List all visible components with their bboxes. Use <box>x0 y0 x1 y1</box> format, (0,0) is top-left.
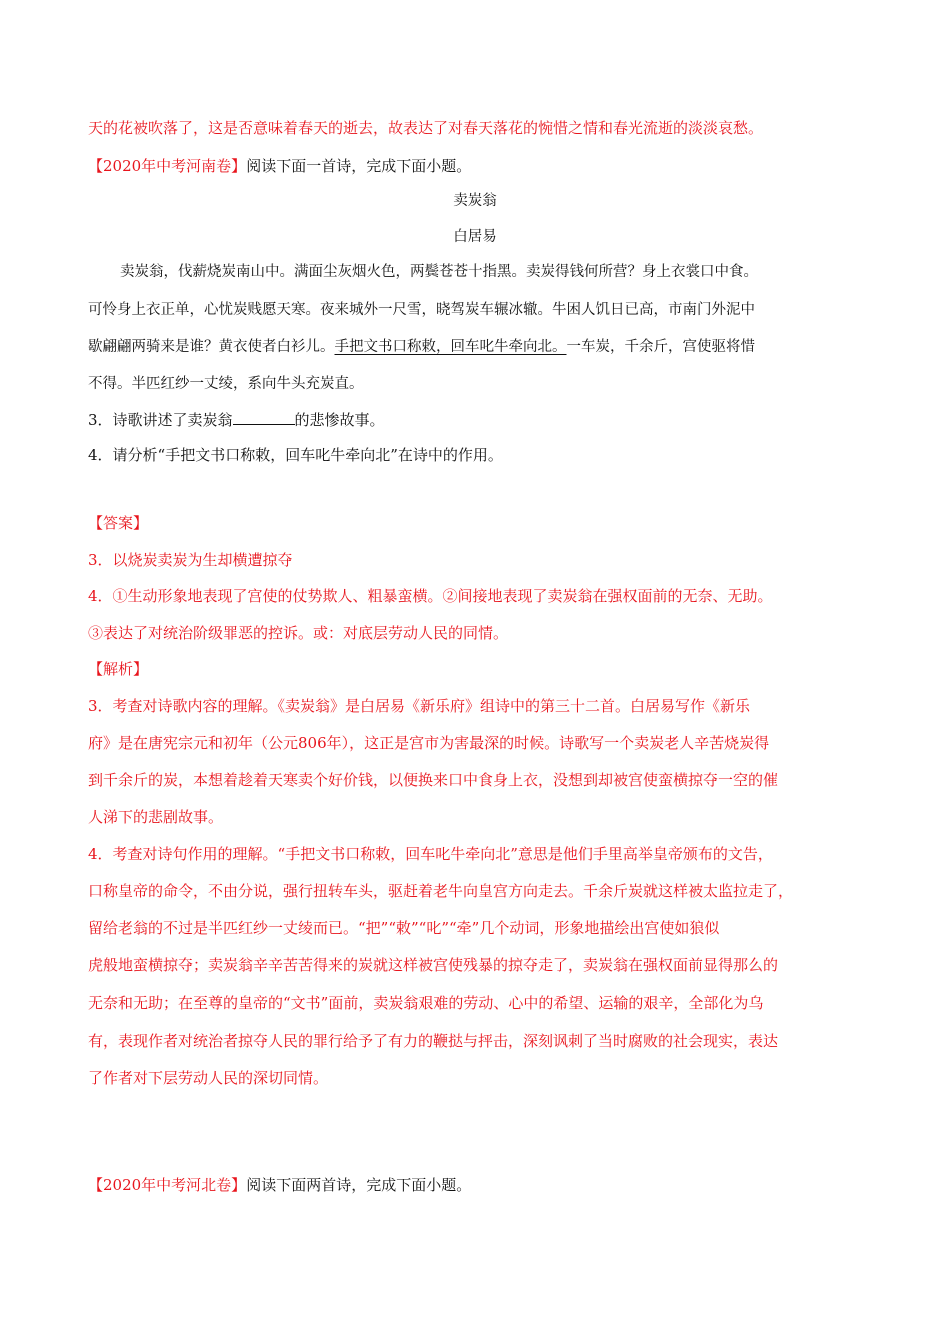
analysis-4-line-7: 了作者对下层劳动人民的深切同情。 <box>88 1069 329 1087</box>
poem-text: 一车炭，千余斤，宫使驱将惜 <box>566 339 755 355</box>
analysis-4-line-4: 虎般地蛮横掠夺；卖炭翁辛辛苦苦得来的炭就这样被宫使残暴的掠夺走了，卖炭翁在强权面前显得那么的 <box>88 956 779 974</box>
poem-title: 卖炭翁 <box>453 193 497 209</box>
analysis-3-line-2: 府》是在唐宪宗元和初年（公元806年），这正是宫市为害最深的时候。诗歌写一个卖炭老人辛苦烧炭得 <box>88 734 770 752</box>
analysis-3-line-1: 3．考查对诗歌内容的理解。《卖炭翁》是白居易《新乐府》组诗中的第三十二首。白居易写作《新乐 <box>88 697 751 715</box>
analysis-4-line-6: 有，表现作者对统治者掠夺人民的罪行给予了有力的鞭挞与抨击，深刻讽刺了当时腐败的社会现实，表达 <box>88 1032 779 1050</box>
question-intro: 阅读下面两首诗，完成下面小题。 <box>246 1176 472 1194</box>
analysis-3-line-3: 到千余斤的炭，本想着趁着天寒卖个好价钱，以便换来口中食身上衣，没想到却被宫使蛮横掠夺一空的催 <box>88 771 779 789</box>
source-tag: 【2020年中考河北卷】 <box>88 1176 247 1194</box>
question-header-henan <box>88 156 878 176</box>
poem-text: 歇翩翩两骑来是谁？黄衣使者白衫儿。 <box>88 339 335 355</box>
poem-line-4: 不得。半匹红纱一丈绫，系向牛头充炭直。 <box>88 376 364 392</box>
question-text: 的悲惨故事。 <box>294 411 385 429</box>
poem-line-2: 可怜身上衣正单，心忧炭贱愿天寒。夜来城外一尺雪，晓驾炭车辗冰辙。牛困人饥日已高，市南门外泥中 <box>88 302 755 318</box>
analysis-3-line-4: 人涕下的悲剧故事。 <box>88 808 224 826</box>
underlined-verse: 手把文书口称敕，回车叱牛牵向北。 <box>334 339 567 355</box>
answer-blank <box>233 410 295 425</box>
answer-4-line-2: ③表达了对统治阶级罪恶的控诉。或：对底层劳动人民的同情。 <box>88 624 509 642</box>
poem-line-1: 卖炭翁，伐薪烧炭南山中。满面尘灰烟火色，两鬓苍苍十指黑。卖炭得钱何所营？身上衣裳口中食。 <box>120 264 758 280</box>
poem-line-3 <box>88 337 878 357</box>
analysis-4-line-1: 4．考查对诗句作用的理解。“手把文书口称敕，回车叱牛牵向北”意思是他们手里高举皇帝颁布的文告， <box>88 845 773 863</box>
question-header-hebei <box>88 1175 878 1195</box>
question-4: 4．请分析“手把文书口称敕，回车叱牛牵向北”在诗中的作用。 <box>88 446 503 464</box>
previous-analysis-tail: 天的花被吹落了，这是否意味着春天的逝去，故表达了对春天落花的惋惜之情和春光流逝的淡淡哀愁。 <box>88 119 764 137</box>
source-tag: 【2020年中考河南卷】 <box>88 157 247 175</box>
analysis-heading: 【解析】 <box>88 660 149 678</box>
analysis-4-line-3: 留给老翁的不过是半匹红纱一丈绫而已。“把”“敕”“叱”“牵”几个动词，形象地描绘出宫使如狼似 <box>88 919 720 937</box>
analysis-4-line-2: 口称皇帝的命令，不由分说，强行扭转车头，驱赶着老牛向皇宫方向走去。千余斤炭就这样被太监拉走了， <box>88 882 794 900</box>
question-intro: 阅读下面一首诗，完成下面小题。 <box>246 157 472 175</box>
answer-3: 3．以烧炭卖炭为生却横遭掠夺 <box>88 551 293 569</box>
poem-author: 白居易 <box>453 229 497 245</box>
analysis-4-line-5: 无奈和无助；在至尊的皇帝的“文书”面前，卖炭翁艰难的劳动、心中的希望、运输的艰辛，全部化为乌 <box>88 994 764 1012</box>
question-text: 3．诗歌讲述了卖炭翁 <box>88 411 233 429</box>
answer-heading: 【答案】 <box>88 514 149 532</box>
answer-4-line-1: 4．①生动形象地表现了宫使的仗势欺人、粗暴蛮横。②间接地表现了卖炭翁在强权面前的无奈、无助。 <box>88 587 773 605</box>
question-3 <box>88 410 878 430</box>
